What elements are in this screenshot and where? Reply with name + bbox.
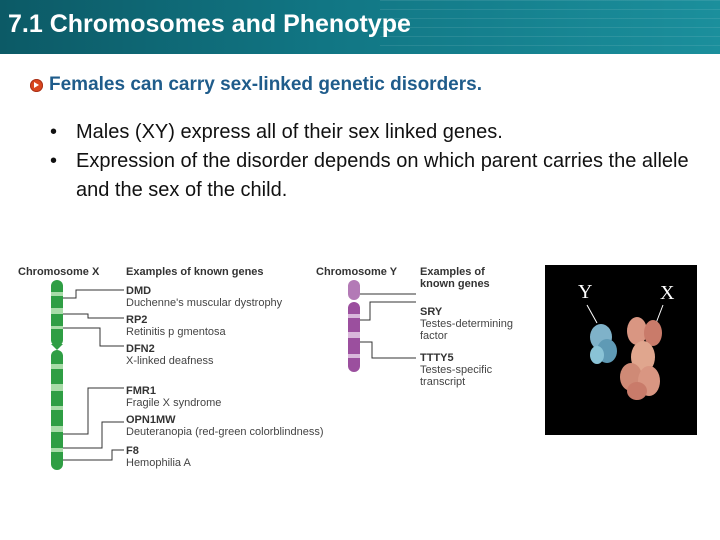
chr-x-genes-title: Examples of known genes	[126, 266, 264, 278]
gene-name: Testes-determining	[420, 318, 513, 330]
chr-y-genes-title-line2: known genes	[420, 278, 490, 290]
gene-dfn2	[126, 343, 213, 367]
gene-name: Deuteranopia (red-green colorblindness)	[126, 426, 324, 438]
gene-symbol: RP2	[126, 314, 148, 326]
gene-symbol: F8	[126, 445, 139, 457]
gene-symbol: DMD	[126, 285, 152, 297]
bullet-text: Males (XY) express all of their sex linked genes.	[76, 121, 503, 143]
micrograph-image	[545, 265, 697, 435]
header-bar	[0, 0, 720, 54]
gene-symbol: OPN1MW	[126, 414, 176, 426]
arrow-bullet-icon	[30, 79, 43, 92]
chromosome-x	[51, 280, 63, 470]
chr-y-title: Chromosome Y	[316, 266, 398, 278]
gene-ttty5	[420, 352, 492, 388]
gene-sry	[420, 306, 513, 342]
x-chromosome-shape	[620, 317, 662, 400]
gene-symbol: DFN2	[126, 343, 155, 355]
chr-y-genes-title	[420, 266, 490, 290]
bullet-text: Expression of the disorder depends on which parent carries the allele and the sex of the child.	[76, 150, 689, 201]
gene-name: X-linked deafness	[126, 355, 214, 367]
gene-name: transcript	[420, 376, 466, 388]
gene-name: factor	[420, 330, 448, 342]
chr-x-connectors	[63, 290, 124, 460]
page-title: 7.1 Chromosomes and Phenotype	[8, 10, 411, 38]
list-item	[50, 118, 720, 147]
gene-name: Retinitis p gmentosa	[126, 326, 226, 338]
gene-name: Duchenne's muscular dystrophy	[126, 297, 283, 309]
chromosome-figure	[12, 258, 532, 478]
subheading-text: Females can carry sex-linked genetic disorders.	[49, 74, 482, 95]
gene-symbol: SRY	[420, 306, 443, 318]
gene-fmr1	[126, 385, 221, 409]
gene-name: Fragile X syndrome	[126, 397, 222, 409]
gene-name: Hemophilia A	[126, 457, 191, 469]
subheading	[30, 74, 482, 96]
bullet-dot: •	[50, 150, 58, 172]
y-chromosome-shape	[590, 324, 617, 364]
gene-f8	[126, 445, 191, 469]
chr-x-title: Chromosome X	[18, 266, 100, 278]
header-texture	[380, 0, 720, 54]
gene-symbol: TTTY5	[420, 352, 454, 364]
gene-rp2	[126, 314, 226, 338]
x-label: X	[660, 282, 675, 304]
bullet-dot: •	[50, 121, 58, 143]
gene-symbol: FMR1	[126, 385, 156, 397]
chromosome-micrograph	[545, 265, 697, 435]
chromosome-y	[348, 280, 360, 372]
chr-y-genes-title-line1: Examples of	[420, 266, 485, 278]
chr-y-connectors	[360, 294, 416, 358]
gene-opn1mw	[126, 414, 324, 438]
gene-name: Testes-specific	[420, 364, 493, 376]
y-label: Y	[578, 281, 593, 303]
gene-dmd	[126, 285, 282, 309]
list-item	[50, 147, 720, 205]
bullet-list	[50, 118, 720, 205]
